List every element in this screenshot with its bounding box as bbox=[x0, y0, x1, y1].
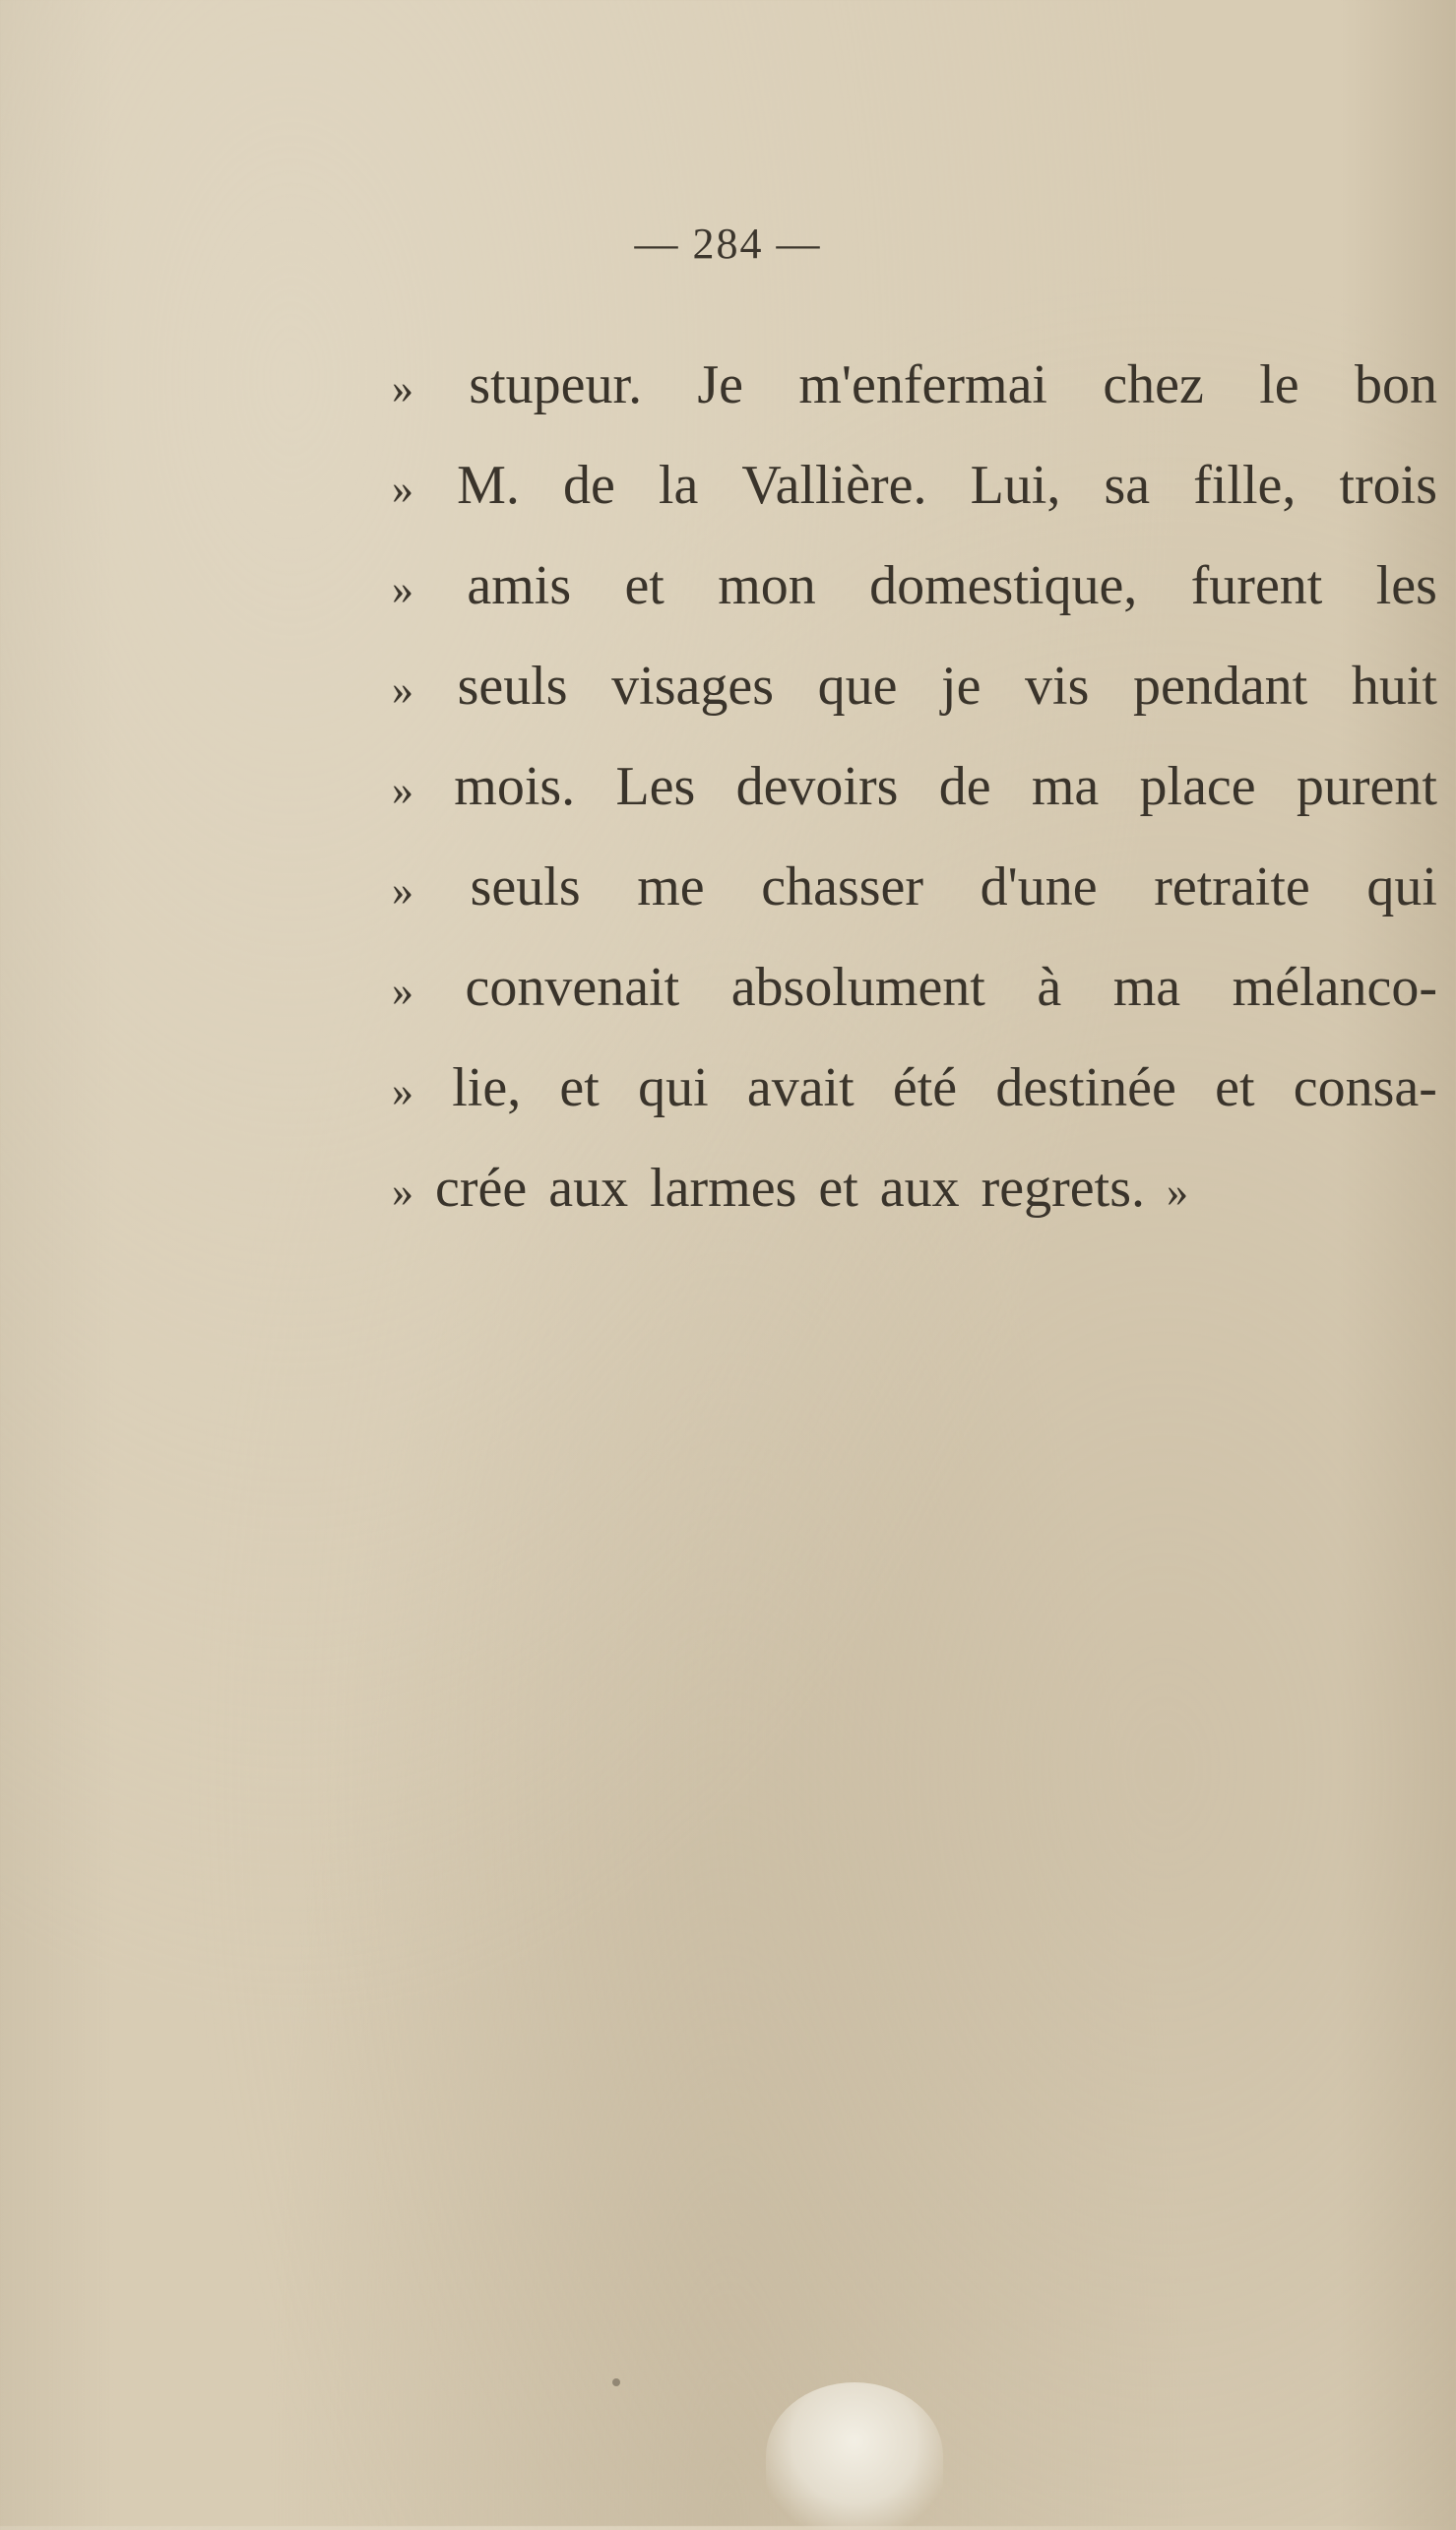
word: qui bbox=[638, 1057, 709, 1118]
word: stupeur. bbox=[469, 354, 643, 415]
text-line bbox=[392, 937, 1437, 1038]
paper-stain bbox=[766, 2382, 943, 2530]
quote-mark: » bbox=[392, 967, 413, 1015]
word: regrets. bbox=[981, 1158, 1145, 1219]
word: amis bbox=[467, 555, 572, 616]
text-line bbox=[392, 837, 1437, 937]
word: et bbox=[1215, 1057, 1255, 1118]
word: chez bbox=[1103, 354, 1204, 415]
word: ma bbox=[1031, 756, 1100, 817]
quote-mark: » bbox=[392, 665, 413, 714]
body-text bbox=[392, 335, 1437, 1238]
word: crée bbox=[435, 1158, 528, 1219]
page-number: — 284 — bbox=[634, 220, 822, 268]
ink-spot bbox=[612, 2378, 620, 2386]
word: de bbox=[562, 455, 615, 516]
word: domestique, bbox=[869, 555, 1138, 616]
word: et bbox=[818, 1158, 858, 1219]
word: aux bbox=[879, 1158, 960, 1219]
text-line bbox=[392, 636, 1437, 736]
word: trois bbox=[1339, 455, 1437, 516]
word: avait bbox=[746, 1057, 855, 1118]
word: Je bbox=[697, 354, 744, 415]
word: devoirs bbox=[735, 756, 899, 817]
word: consa- bbox=[1293, 1057, 1437, 1118]
word: larmes bbox=[650, 1158, 797, 1219]
word: la bbox=[658, 455, 699, 516]
quote-mark: » bbox=[392, 565, 413, 613]
word: été bbox=[892, 1057, 958, 1118]
text-line bbox=[392, 536, 1437, 636]
word: me bbox=[637, 856, 705, 917]
quote-mark: » bbox=[1167, 1168, 1188, 1216]
word: Les bbox=[615, 756, 696, 817]
quote-mark: » bbox=[392, 364, 413, 412]
word: d'une bbox=[980, 856, 1098, 917]
word: fille, bbox=[1193, 455, 1297, 516]
word: bon bbox=[1354, 354, 1437, 415]
word: à bbox=[1037, 957, 1062, 1018]
word: je bbox=[941, 656, 981, 717]
word: Lui, bbox=[970, 455, 1061, 516]
word: de bbox=[938, 756, 991, 817]
word: le bbox=[1259, 354, 1299, 415]
word: visages bbox=[611, 656, 775, 717]
word: mon bbox=[718, 555, 816, 616]
quote-mark: » bbox=[392, 766, 413, 814]
text-line bbox=[392, 736, 1437, 837]
word: vis bbox=[1025, 656, 1090, 717]
quote-mark: » bbox=[392, 465, 413, 513]
word: mélanco- bbox=[1232, 957, 1437, 1018]
word: et bbox=[624, 555, 665, 616]
word: mois. bbox=[454, 756, 576, 817]
text-line bbox=[392, 1138, 1437, 1238]
word: destinée bbox=[995, 1057, 1176, 1118]
quote-mark: » bbox=[392, 1067, 413, 1115]
word: chasser bbox=[761, 856, 924, 917]
word: absolument bbox=[730, 957, 985, 1018]
word: qui bbox=[1366, 856, 1437, 917]
text-line bbox=[392, 435, 1437, 536]
word: convenait bbox=[465, 957, 680, 1018]
word: seuls bbox=[470, 856, 581, 917]
word: pendant bbox=[1132, 656, 1308, 717]
word: et bbox=[559, 1057, 600, 1118]
word: lie, bbox=[452, 1057, 522, 1118]
word: m'enfermai bbox=[798, 354, 1047, 415]
word: furent bbox=[1190, 555, 1323, 616]
word: ma bbox=[1112, 957, 1181, 1018]
word: M. bbox=[457, 455, 520, 516]
word: les bbox=[1375, 555, 1437, 616]
quote-mark: » bbox=[392, 1168, 413, 1216]
word: retraite bbox=[1154, 856, 1310, 917]
word: Vallière. bbox=[741, 455, 927, 516]
word: sa bbox=[1104, 455, 1151, 516]
text-line bbox=[392, 335, 1437, 435]
word: que bbox=[817, 656, 898, 717]
word: place bbox=[1139, 756, 1256, 817]
word: huit bbox=[1351, 656, 1437, 717]
word: aux bbox=[548, 1158, 629, 1219]
word: purent bbox=[1296, 756, 1437, 817]
text-line bbox=[392, 1038, 1437, 1138]
quote-mark: » bbox=[392, 866, 413, 915]
word: seuls bbox=[457, 656, 568, 717]
